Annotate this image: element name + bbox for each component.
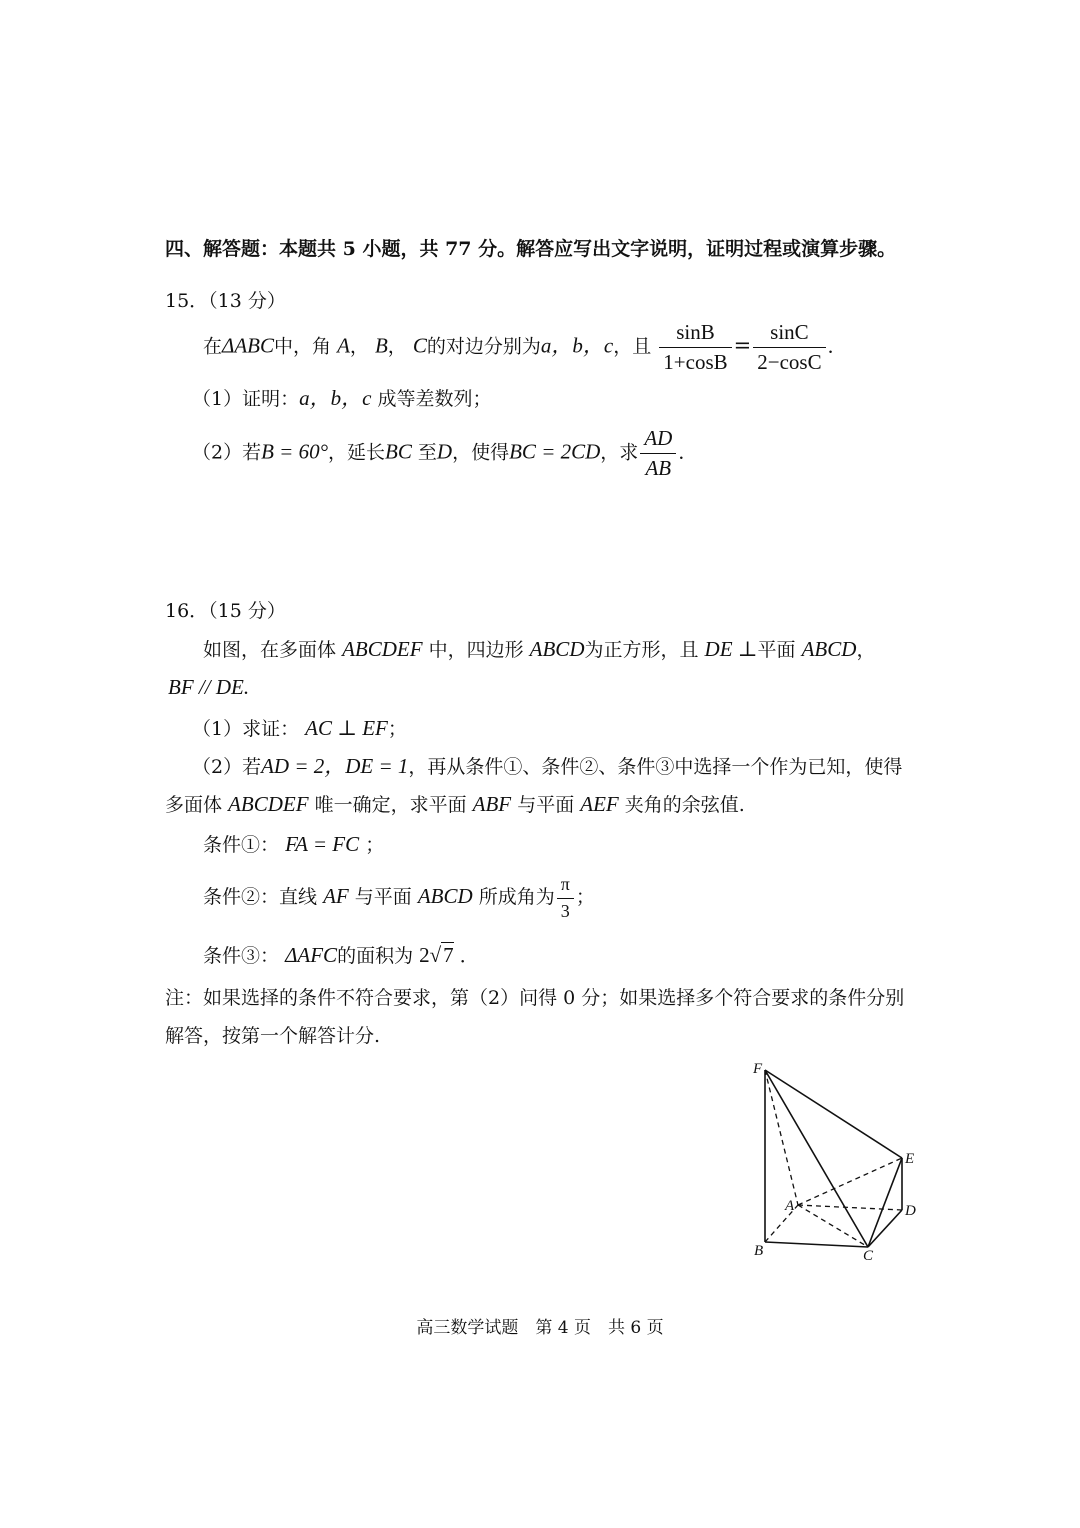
q15-var-C: C (412, 333, 427, 358)
q16-p2-line2-f: AEF (580, 792, 619, 816)
q16-part2-line2 (165, 792, 745, 817)
q15-comma2: ， (387, 335, 407, 358)
q15-p2-frac-numerator: AD (640, 426, 676, 454)
q15-p2-cond: B = 60° (261, 439, 328, 464)
q16-p2-line2-b: ABCDEF (228, 792, 309, 816)
q15-stem-mid2: 的对边分别为 (426, 335, 541, 358)
edge-EF (765, 1070, 902, 1158)
q15-p1-text: 成等差数列； (377, 388, 492, 410)
edge-FC (765, 1070, 868, 1247)
q16-c3-text: 的面积为 (337, 945, 414, 967)
q16-p2-line2-a: 多面体 (165, 794, 223, 816)
q16-c3-value: 2√7 (419, 943, 454, 967)
label-B: B (754, 1243, 764, 1259)
q16-p2-a: （2）若 (192, 756, 262, 778)
q15-p2-frac-denominator: AB (645, 456, 672, 481)
q16-p2-b: AD = 2，DE = 1 (261, 754, 409, 778)
q15-p1-label: （1）证明： (192, 388, 300, 410)
q15-p2-mid1: ，延长 (328, 441, 386, 464)
q15-stem-end: ． (827, 335, 847, 358)
q15-p2-mid2: 至 (417, 441, 437, 464)
q16-stem1-h: ABCD (801, 637, 857, 661)
q16-p1-end: ； (387, 718, 407, 740)
q16-c2-numerator: π (557, 874, 574, 899)
q16-p2-line2-e: 与平面 (517, 794, 575, 816)
q15-stem-mid3: ，且 (613, 335, 652, 358)
q16-stem-line1 (203, 637, 875, 662)
q15-equals: = (733, 333, 752, 358)
label-F: F (753, 1061, 763, 1077)
q16-stem1-i: ， (856, 639, 876, 661)
q16-p2-line2-c: 唯一确定，求平面 (314, 794, 467, 816)
q16-stem1-e: 为正方形，且 (584, 639, 699, 661)
edge-BC (765, 1242, 868, 1247)
page-footer: 高三数学试题 第 4 页 共 6 页 (416, 1318, 664, 1338)
q16-p2-c: ，再从条件①、条件②、条件③中选择一个作为已知，使得 (408, 756, 903, 778)
label-A: A (785, 1198, 795, 1214)
q16-c2-end: ； (575, 886, 595, 909)
q16-p1-label: （1）求证： (192, 718, 300, 740)
q15-var-A: A (337, 333, 350, 358)
q15-p2-fraction (640, 426, 676, 481)
q15-comma1: ， (349, 335, 369, 358)
label-D: D (905, 1203, 916, 1219)
q16-c2-mid: 与平面 (354, 886, 412, 909)
q15-frac2-denominator: 2−cosC (757, 350, 822, 375)
q15-stem (203, 320, 847, 375)
q16-part2-line1 (192, 754, 902, 779)
q16-condition-2 (203, 874, 595, 922)
q16-c3-radicand: 7 (443, 943, 454, 967)
q15-part1 (192, 386, 491, 411)
q15-frac2-numerator: sinC (753, 320, 825, 348)
q15-var-B: B (374, 333, 388, 358)
q15-p2-D: D (436, 439, 453, 464)
q16-c3-triangle: ΔAFC (285, 943, 338, 967)
edge-AC (798, 1205, 868, 1247)
q16-c2-AF: AF (323, 884, 349, 909)
q15-triangle: ΔABC (222, 333, 275, 358)
q16-c2-label: 条件②：直线 (203, 886, 318, 909)
q15-fraction-2 (753, 320, 825, 375)
q16-header: 16．（15 分） (165, 600, 286, 622)
edge-FA (765, 1070, 798, 1205)
q16-c3-end: ． (459, 945, 479, 967)
q16-condition-1 (203, 832, 384, 857)
label-E: E (905, 1151, 915, 1167)
q16-p2-line2-g: 夹角的余弦值. (624, 794, 745, 816)
edge-CD (868, 1210, 902, 1247)
q16-c1-end: ； (365, 834, 385, 856)
q16-c2-text: 所成角为 (478, 886, 555, 909)
q15-p2-mid3: ，使得 (452, 441, 510, 464)
q16-stem1-f: DE ⊥ (704, 637, 758, 661)
q16-stem1-g: 平面 (757, 639, 796, 661)
q16-stem1-b: ABCDEF (342, 637, 423, 661)
q15-header: 15．（13 分） (165, 290, 286, 312)
q16-c2-ABCD: ABCD (417, 884, 473, 909)
q16-c1-expr: FA = FC (285, 832, 360, 856)
q15-fraction-1 (659, 320, 731, 375)
q16-c2-denominator: 3 (560, 900, 570, 921)
polyhedron-figure (740, 1055, 940, 1270)
q16-note-line2: 解答，按第一个解答计分. (165, 1025, 381, 1047)
q16-note-line1: 注：如果选择的条件不符合要求，第（2）问得 0 分；如果选择多个符合要求的条件分别 (165, 987, 905, 1009)
q16-c2-fraction (557, 874, 574, 922)
edge-AD (798, 1205, 902, 1210)
q15-p2-BC: BC (385, 439, 412, 464)
q15-frac1-numerator: sinB (659, 320, 731, 348)
q15-p2-eq: BC = 2CD (509, 439, 601, 464)
q15-p2-end: ． (678, 441, 698, 464)
q16-c1-label: 条件①： (203, 834, 280, 856)
q16-stem1-a: 如图，在多面体 (203, 639, 337, 661)
q15-stem-pre: 在 (203, 335, 223, 358)
q16-part1 (192, 716, 407, 741)
q15-part2 (192, 426, 697, 481)
q16-c3-coef: 2 (419, 943, 430, 967)
q15-p2-label: （2）若 (192, 441, 262, 464)
q15-p2-mid4: ，求 (600, 441, 639, 464)
q15-abc: a，b，c (540, 333, 614, 358)
q15-p1-vars: a，b，c (299, 386, 372, 410)
q16-c3-label: 条件③： (203, 945, 280, 967)
label-C: C (863, 1248, 874, 1264)
q16-p2-line2-d: ABF (472, 792, 512, 816)
section-heading: 四、解答题：本题共 5 小题，共 77 分。解答应写出文字说明，证明过程或演算步骤。 (165, 238, 897, 260)
q16-stem1-d: ABCD (529, 637, 585, 661)
q16-stem1-c: 中，四边形 (428, 639, 524, 661)
q15-frac1-denominator: 1+cosB (663, 350, 728, 375)
q15-stem-mid1: 中，角 (274, 335, 332, 358)
q16-p1-expr: AC ⊥ EF (305, 716, 388, 740)
q16-condition-3 (203, 943, 479, 968)
q16-stem-line2: BF // DE. (168, 675, 250, 699)
